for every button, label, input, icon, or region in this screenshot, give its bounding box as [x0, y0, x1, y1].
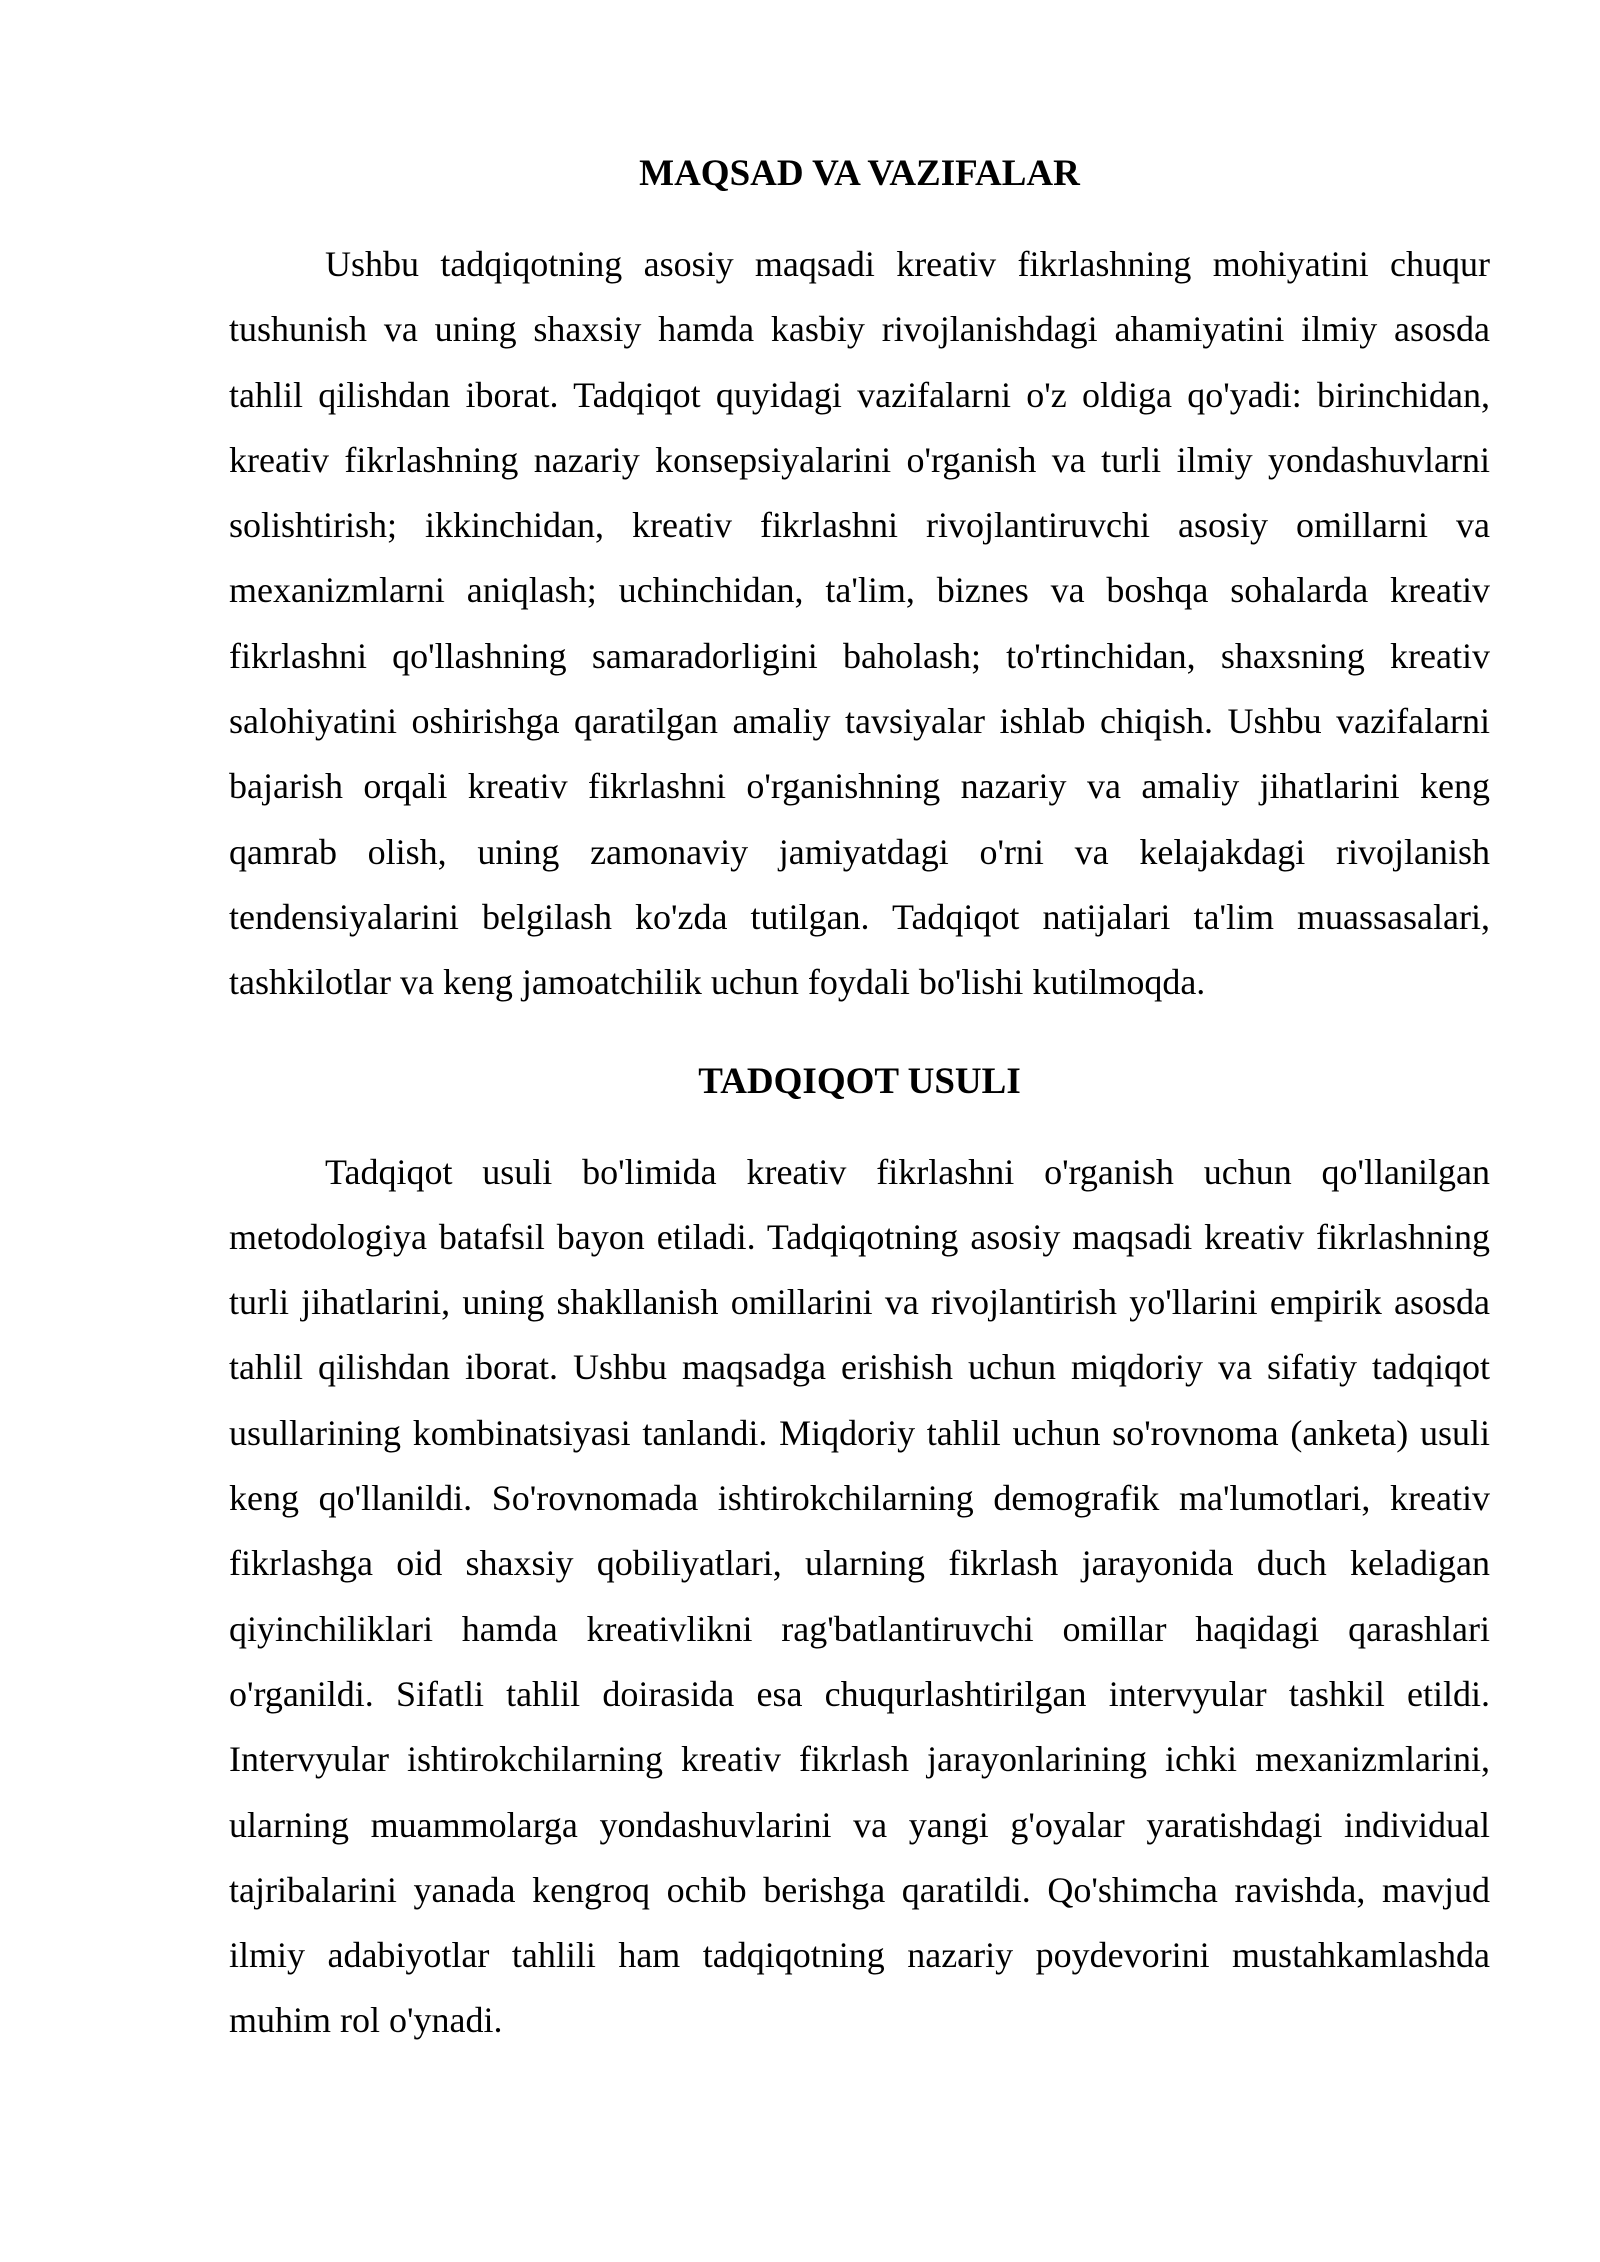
- paragraph-goals: Ushbu tadqiqotning asosiy maqsadi kreativ fikrlashning mohiyatini chuqur tushunish va uning shaxsiy hamda kasbiy rivojlanishdagi ahamiyatini ilmiy asosda tahlil qilishdan iborat. Tadqiqot quyidagi vazifalarni o'z oldiga qo'yadi: birinchidan, kreativ fikrlashning nazariy konsepsiyalarini o'rganish va turli ilmiy yondashuvlarni solishtirish; ikkinchidan, kreativ fikrlashni rivojlantiruvchi asosiy omillarni va mexanizmlarni aniqlash; uchinchidan, ta'lim, biznes va boshqa sohalarda kreativ fikrlashni qo'llashning samaradorligini baholash; to'rtinchidan, shaxsning kreativ salohiyatini oshirishga qaratilgan amaliy tavsiyalar ishlab chiqish. Ushbu vazifalarni bajarish orqali kreativ fikrlashni o'rganishning nazariy va amaliy jihatlarini keng qamrab olish, uning zamonaviy jamiyatdagi o'rni va kelajakdagi rivojlanish tendensiyalarini belgilash ko'zda tutilgan. Tadqiqot natijalari ta'lim muassasalari, tashkilotlar va keng jamoatchilik uchun foydali bo'lishi kutilmoqda.: [229, 244, 1490, 1003]
- section-heading-goals: MAQSAD VA VAZIFALAR: [639, 153, 1080, 194]
- document-page: [229, 150, 1490, 2054]
- section-heading-method: TADQIQOT USULI: [698, 1060, 1021, 1102]
- paragraph-method: Tadqiqot usuli bo'limida kreativ fikrlashni o'rganish uchun qo'llanilgan metodologiya batafsil bayon etiladi. Tadqiqotning asosiy maqsadi kreativ fikrlashning turli jihatlarini, uning shakllanish omillarini va rivojlantirish yo'llarini empirik asosda tahlil qilishdan iborat. Ushbu maqsadga erishish uchun miqdoriy va sifatiy tadqiqot usullarining kombinatsiyasi tanlandi. Miqdoriy tahlil uchun so'rovnoma (anketa) usuli keng qo'llanildi. So'rovnomada ishtirokchilarning demografik ma'lumotlari, kreativ fikrlashga oid shaxsiy qobiliyatlari, ularning fikrlash jarayonida duch keladigan qiyinchiliklari hamda kreativlikni rag'batlantiruvchi omillar haqidagi qarashlari o'rganildi. Sifatli tahlil doirasida esa chuqurlashtirilgan intervyular tashkil etildi. Intervyular ishtirokchilarning kreativ fikrlash jarayonlarining ichki mexanizmlarini, ularning muammolarga yondashuvlarini va yangi g'oyalar yaratishdagi individual tajribalarini yanada kengroq ochib berishga qaratildi. Qo'shimcha ravishda, mavjud ilmiy adabiyotlar tahlili ham tadqiqotning nazariy poydevorini mustahkamlashda muhim rol o'ynadi.: [229, 1151, 1490, 2041]
